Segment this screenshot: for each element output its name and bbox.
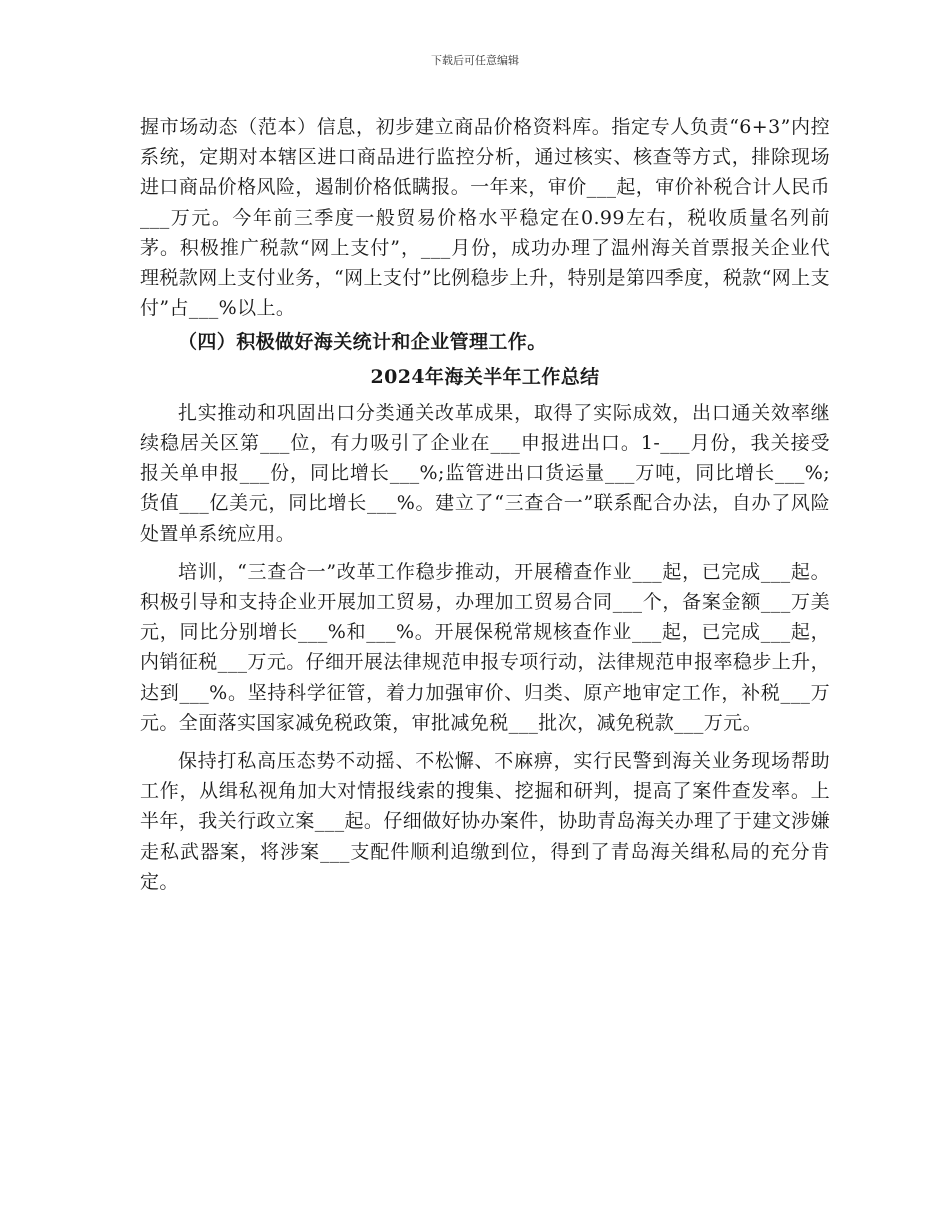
- document-body: [140, 112, 830, 897]
- paragraph-price-control: 握市场动态（范本）信息，初步建立商品价格资料库。指定专人负责“6+3”内控系统，定期对本辖区进口商品进行监控分析，通过核实、核查等方式，排除现场进口商品价格风险，遏制价格低瞒报。一年来，审价___起，审价补税合计人民币___万元。今年前三季度一般贸易价格水平稳定在0.99左右，税收质量名列前茅。积极推广税款“网上支付”，___月份，成功办理了温州海关首票报关企业代理税款网上支付业务，“网上支付”比例稳步上升，特别是第四季度，税款“网上支付”占___%以上。: [140, 116, 830, 320]
- section-heading: （四）积极做好海关统计和企业管理工作。: [178, 331, 547, 354]
- paragraph-audit-processing: 培训，“三查合一”改革工作稳步推动，开展稽查作业___起，已完成___起。积极引导和支持企业开展加工贸易，办理加工贸易合同___个，备案金额___万美元，同比分别增长___%和___%。开展保税常规核查作业___起，已完成___起，内销征税___万元。仔细开展法律规范申报专项行动，法律规范申报率稳步上升，达到___%。坚持科学征管，着力加强审价、归类、原产地审定工作，补税___万元。全面落实国家减免税政策，审批减免税___批次，减免税款___万元。: [140, 560, 830, 734]
- paragraph-customs-clearance: 扎实推动和巩固出口分类通关改革成果，取得了实际成效，出口通关效率继续稳居关区第___位，有力吸引了企业在___申报进出口。1-___月份，我关接受报关单申报___份，同比增长___%;监管进出口货运量___万吨，同比增长___%;货值___亿美元，同比增长___%。建立了“三查合一”联系配合办法，自办了风险处置单系统应用。: [140, 401, 830, 545]
- paragraph-anti-smuggling: 保持打私高压态势不动摇、不松懈、不麻痹，实行民警到海关业务现场帮助工作，从缉私视角加大对情报线索的搜集、挖掘和研判，提高了案件查发率。上半年，我关行政立案___起。仔细做好协办案件，协助青岛海关办理了于建文涉嫌走私武器案，将涉案___支配件顺利追缴到位，得到了青岛海关缉私局的充分肯定。: [140, 750, 830, 893]
- page-header-note: 下载后可任意编辑: [431, 54, 519, 67]
- document-title: 2024年海关半年工作总结: [370, 365, 600, 388]
